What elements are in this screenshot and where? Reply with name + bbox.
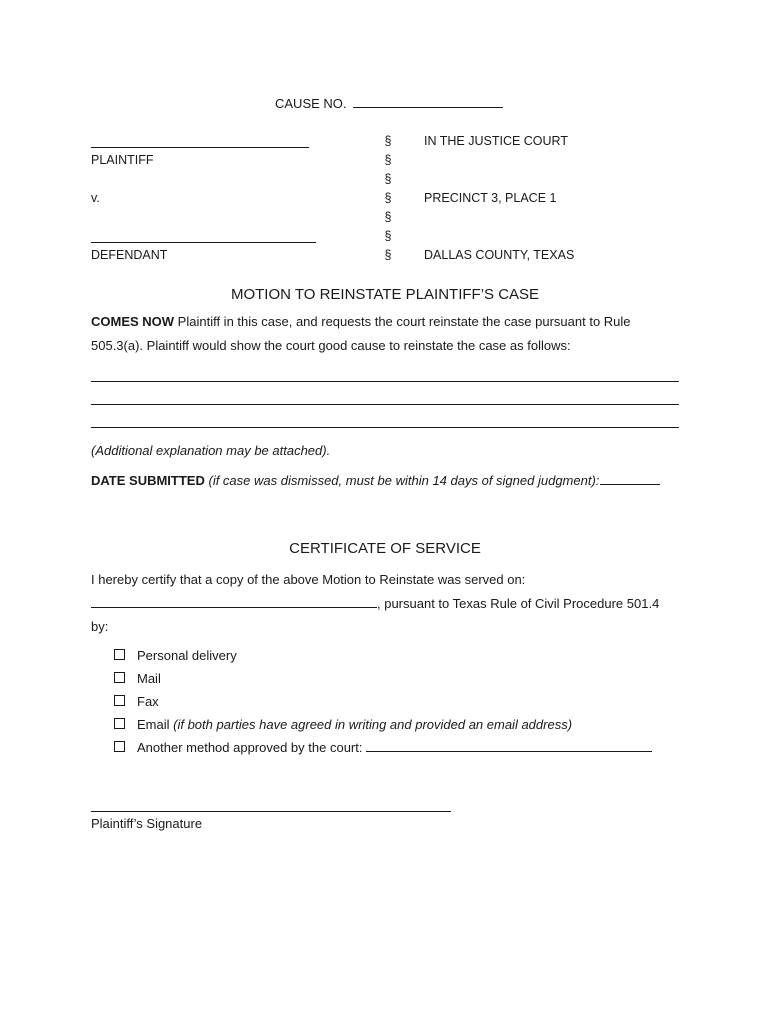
comes-now-label: COMES NOW bbox=[91, 314, 175, 329]
mail-checkbox[interactable] bbox=[114, 672, 125, 683]
defendant-name-line[interactable] bbox=[91, 242, 316, 243]
cause-number-field[interactable] bbox=[353, 107, 503, 108]
option-personal-delivery bbox=[114, 648, 237, 664]
precinct-label: PRECINCT 3, PLACE 1 bbox=[424, 191, 557, 205]
section-symbol: § bbox=[384, 229, 392, 243]
date-submitted-note: (if case was dismissed, must be within 14 days of signed judgment): bbox=[204, 473, 600, 488]
date-submitted-label: DATE SUBMITTED bbox=[91, 473, 205, 488]
email-note: (if both parties have agreed in writing and provided an email address) bbox=[173, 717, 573, 732]
plaintiff-name-line[interactable] bbox=[91, 147, 309, 148]
court-name: IN THE JUSTICE COURT bbox=[424, 134, 568, 148]
option-other-method bbox=[114, 740, 652, 756]
option-mail bbox=[114, 671, 161, 687]
fax-checkbox[interactable] bbox=[114, 695, 125, 706]
section-symbol: § bbox=[384, 248, 392, 262]
email-label: Email bbox=[137, 717, 174, 732]
plaintiff-label: PLAINTIFF bbox=[91, 153, 154, 167]
explanation-line[interactable] bbox=[91, 427, 679, 428]
fax-label: Fax bbox=[137, 694, 159, 709]
date-submitted-line bbox=[91, 473, 660, 489]
other-method-checkbox[interactable] bbox=[114, 741, 125, 752]
cause-number-label: CAUSE NO. bbox=[275, 96, 347, 111]
option-fax bbox=[114, 694, 159, 710]
pursuant-text: , pursuant to Texas Rule of Civil Procedure 501.4 bbox=[377, 596, 660, 611]
motion-intro-text: Plaintiff in this case, and requests the court reinstate the case pursuant to Rule bbox=[174, 314, 631, 329]
section-symbol: § bbox=[384, 153, 392, 167]
by-label: by: bbox=[91, 619, 109, 634]
additional-explanation-note: (Additional explanation may be attached). bbox=[91, 443, 331, 458]
explanation-line[interactable] bbox=[91, 404, 679, 405]
option-email bbox=[114, 717, 572, 733]
motion-intro-line2: 505.3(a). Plaintiff would show the court good cause to reinstate the case as follows: bbox=[91, 338, 571, 353]
served-on-line bbox=[91, 596, 659, 612]
versus-label: v. bbox=[91, 191, 100, 205]
section-symbol: § bbox=[384, 191, 392, 205]
certificate-title: CERTIFICATE OF SERVICE bbox=[289, 540, 481, 557]
explanation-line[interactable] bbox=[91, 381, 679, 382]
county-label: DALLAS COUNTY, TEXAS bbox=[424, 248, 575, 262]
other-method-label: Another method approved by the court: bbox=[137, 740, 367, 755]
personal-delivery-checkbox[interactable] bbox=[114, 649, 125, 660]
cause-number-line bbox=[275, 96, 503, 112]
personal-delivery-label: Personal delivery bbox=[137, 648, 237, 663]
date-submitted-field[interactable] bbox=[600, 484, 660, 485]
certificate-intro: I hereby certify that a copy of the above Motion to Reinstate was served on: bbox=[91, 572, 526, 587]
section-symbol: § bbox=[384, 210, 392, 224]
defendant-label: DEFENDANT bbox=[91, 248, 168, 262]
motion-title: MOTION TO REINSTATE PLAINTIFF’S CASE bbox=[230, 286, 540, 303]
signature-label: Plaintiff’s Signature bbox=[91, 816, 203, 831]
email-checkbox[interactable] bbox=[114, 718, 125, 729]
section-symbol: § bbox=[384, 172, 392, 186]
other-method-field[interactable] bbox=[366, 751, 652, 752]
motion-intro-line1 bbox=[91, 314, 631, 330]
served-on-field[interactable] bbox=[91, 607, 377, 608]
signature-line[interactable] bbox=[91, 811, 451, 812]
section-symbol: § bbox=[384, 134, 392, 148]
mail-label: Mail bbox=[137, 671, 161, 686]
